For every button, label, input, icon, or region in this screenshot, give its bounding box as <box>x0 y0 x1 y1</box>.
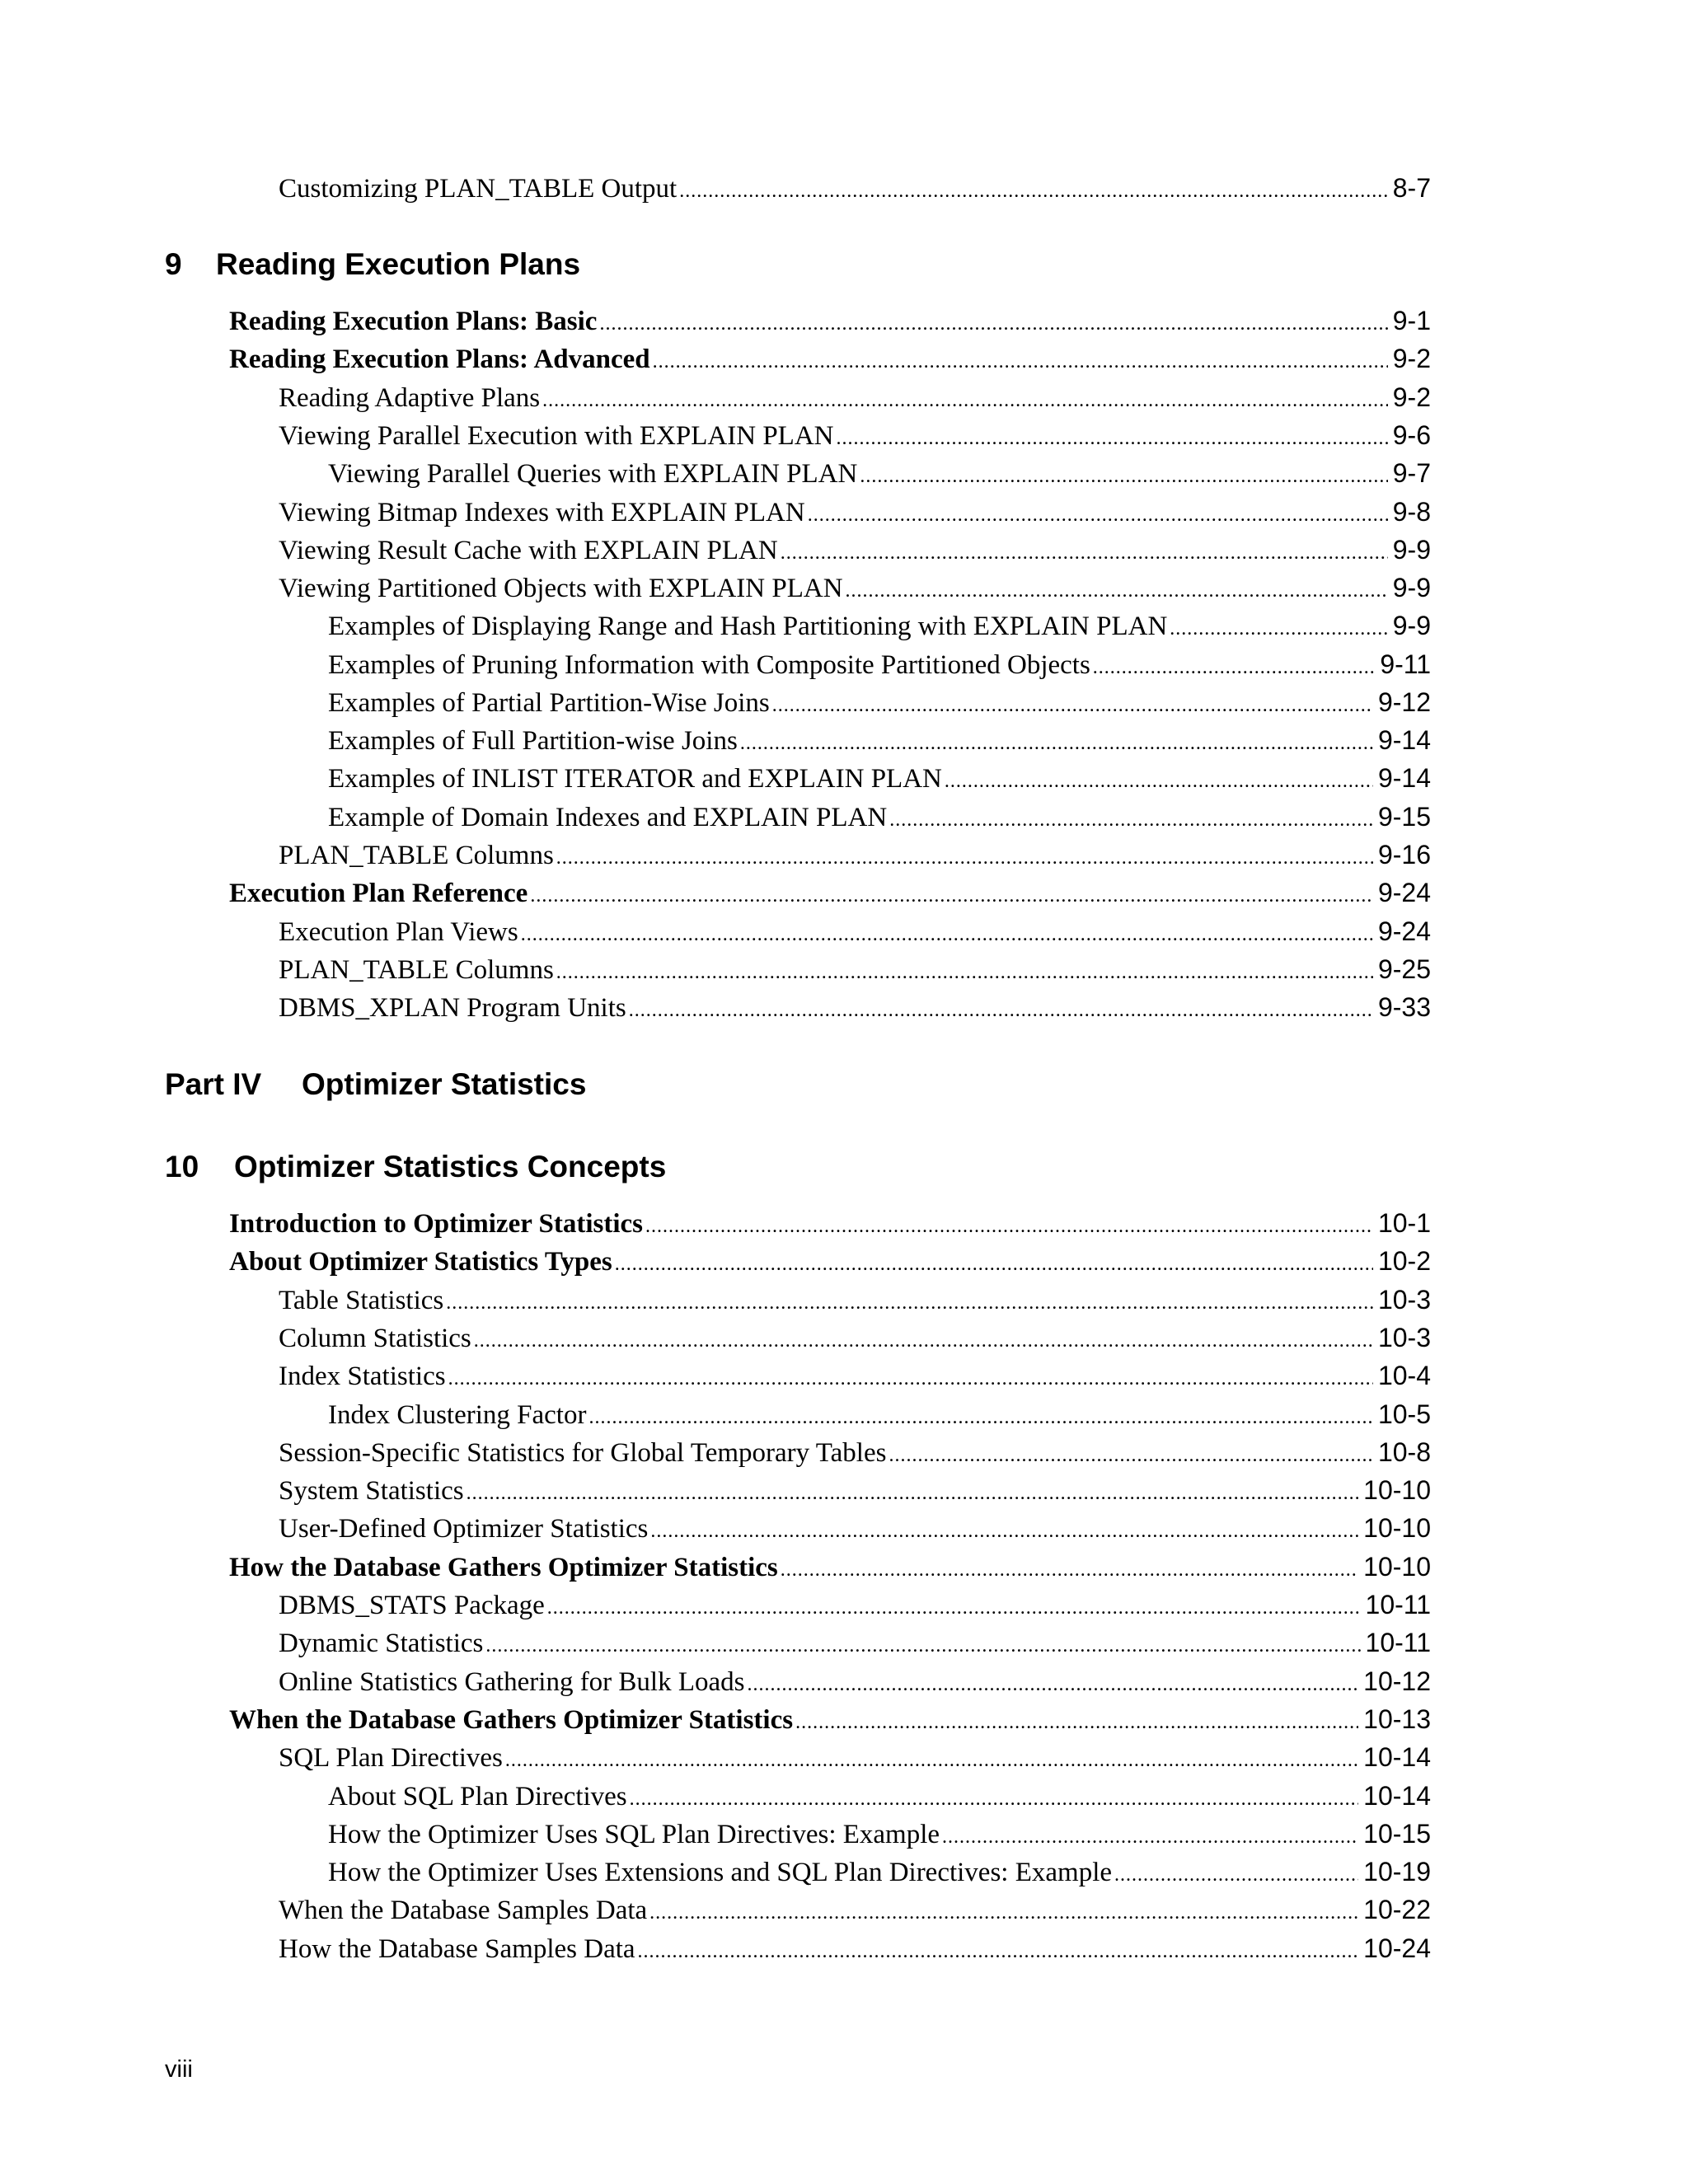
toc-leader-dots <box>629 992 1373 1029</box>
toc-entry-title: Execution Plan Views <box>279 917 518 947</box>
toc-entry[interactable] <box>279 532 1431 568</box>
toc-entry-title: Viewing Partitioned Objects with EXPLAIN PLAN <box>279 574 843 603</box>
toc-leader-dots <box>638 1933 1359 1970</box>
toc-entry[interactable] <box>328 455 1431 491</box>
toc-entry-title: SQL Plan Directives <box>279 1743 503 1773</box>
toc-entry[interactable] <box>279 1739 1431 1775</box>
toc-entry-title: Dynamic Statistics <box>279 1629 484 1658</box>
toc-leader-dots <box>547 1590 1361 1626</box>
chapter-number: 10 <box>165 1150 199 1183</box>
toc-entry[interactable] <box>328 1778 1431 1814</box>
toc-entry-title: How the Database Gathers Optimizer Statistics <box>229 1553 778 1582</box>
toc-entry-title: PLAN_TABLE Columns <box>279 841 554 870</box>
toc-entry-page: 9-2 <box>1392 344 1431 373</box>
toc-entry-page: 10-4 <box>1377 1361 1431 1390</box>
toc-entry-page: 9-9 <box>1392 611 1431 640</box>
toc-entry-page: 10-5 <box>1377 1399 1431 1429</box>
toc-entry-title: Index Clustering Factor <box>328 1400 587 1430</box>
toc-entry[interactable] <box>229 1701 1431 1737</box>
toc-entry[interactable] <box>279 1434 1431 1470</box>
toc-leader-dots <box>837 420 1388 457</box>
toc-entry[interactable] <box>229 1549 1431 1585</box>
toc-entry-page: 10-10 <box>1363 1513 1431 1543</box>
toc-leader-dots <box>446 1285 1373 1321</box>
toc-entry-page: 10-11 <box>1365 1628 1431 1657</box>
toc-entry-title: DBMS_STATS Package <box>279 1591 545 1620</box>
toc-leader-dots <box>505 1742 1358 1779</box>
toc-entry-page: 9-24 <box>1377 878 1431 907</box>
toc-entry[interactable] <box>279 1510 1431 1546</box>
toc-entry[interactable] <box>229 1243 1431 1279</box>
toc-entry-title: Column Statistics <box>279 1324 471 1353</box>
toc-entry-title: Reading Adaptive Plans <box>279 383 541 413</box>
toc-entry-page: 9-24 <box>1377 916 1431 946</box>
toc-entry[interactable] <box>279 1472 1431 1508</box>
toc-entry[interactable] <box>279 1624 1431 1661</box>
toc-entry[interactable] <box>279 1930 1431 1966</box>
toc-entry-title: Reading Execution Plans: Advanced <box>229 344 650 374</box>
toc-entry-page: 10-2 <box>1377 1246 1431 1276</box>
toc-entry-page: 9-14 <box>1377 763 1431 793</box>
toc-entry[interactable] <box>279 417 1431 453</box>
toc-entry-title: Viewing Parallel Execution with EXPLAIN PLAN <box>279 421 834 451</box>
toc-entry-title: When the Database Gathers Optimizer Statistics <box>229 1705 794 1735</box>
toc-entry-page: 10-24 <box>1363 1933 1431 1963</box>
toc-leader-dots <box>556 840 1373 876</box>
toc-entry-page: 9-11 <box>1380 649 1431 679</box>
toc-entry-page: 8-7 <box>1392 173 1431 203</box>
toc-entry-page: 9-2 <box>1392 382 1431 412</box>
toc-entry-page: 10-13 <box>1363 1704 1431 1734</box>
page-number: viii <box>165 2056 193 2083</box>
chapter-number: 9 <box>165 247 182 281</box>
toc-entry-title: Examples of INLIST ITERATOR and EXPLAIN PLAN <box>328 764 942 794</box>
toc-leader-dots <box>781 1552 1358 1588</box>
toc-entry-page: 9-15 <box>1377 802 1431 832</box>
toc-entry-title: Online Statistics Gathering for Bulk Loads <box>279 1667 745 1697</box>
toc-leader-dots <box>588 1399 1373 1436</box>
toc-entry[interactable] <box>328 1854 1431 1890</box>
toc-entry-page: 9-16 <box>1377 840 1431 869</box>
toc-entry[interactable] <box>279 1282 1431 1318</box>
toc-entry-page: 9-7 <box>1392 458 1431 488</box>
toc-entry[interactable] <box>229 302 1431 339</box>
toc-leader-dots <box>530 878 1373 914</box>
toc-leader-dots <box>521 916 1373 953</box>
toc-entry[interactable] <box>328 1816 1431 1852</box>
toc-entry-title: Examples of Pruning Information with Composite Partitioned Objects <box>328 650 1090 680</box>
toc-entry-title: PLAN_TABLE Columns <box>279 955 554 985</box>
toc-entry-page: 10-22 <box>1363 1895 1431 1924</box>
toc-entry-title: Viewing Bitmap Indexes with EXPLAIN PLAN <box>279 498 805 527</box>
toc-entry-title: How the Database Samples Data <box>279 1934 635 1964</box>
toc-leader-dots <box>808 497 1388 533</box>
toc-entry-title: Table Statistics <box>279 1286 444 1315</box>
toc-entry-page: 9-9 <box>1392 535 1431 565</box>
toc-entry-title: Reading Execution Plans: Basic <box>229 307 598 336</box>
toc-entry-title: Example of Domain Indexes and EXPLAIN PLAN <box>328 803 888 832</box>
toc-entry-title: Examples of Displaying Range and Hash Partitioning with EXPLAIN PLAN <box>328 612 1168 641</box>
toc-leader-dots <box>860 458 1387 494</box>
part-4-heading <box>165 1067 586 1102</box>
toc-entry-page: 10-11 <box>1365 1590 1431 1619</box>
toc-entry-title: System Statistics <box>279 1476 464 1506</box>
toc-entry-title: When the Database Samples Data <box>279 1896 648 1925</box>
toc-leader-dots <box>846 573 1388 609</box>
toc-entry-page: 10-10 <box>1363 1475 1431 1505</box>
toc-leader-dots <box>781 535 1388 571</box>
toc-entry[interactable] <box>328 646 1431 682</box>
toc-leader-dots <box>945 763 1373 799</box>
toc-entry[interactable] <box>229 340 1431 377</box>
toc-leader-dots <box>650 1513 1358 1549</box>
toc-leader-dots <box>653 344 1388 380</box>
toc-entry-page: 10-1 <box>1377 1208 1431 1238</box>
toc-entry-page: 9-1 <box>1392 306 1431 335</box>
toc-leader-dots <box>599 306 1387 342</box>
toc-leader-dots <box>1170 611 1387 647</box>
toc-leader-dots <box>467 1475 1359 1511</box>
toc-entry[interactable] <box>279 379 1431 415</box>
toc-entry-title: Viewing Result Cache with EXPLAIN PLAN <box>279 536 778 565</box>
toc-leader-dots <box>485 1628 1360 1664</box>
toc-entry[interactable] <box>229 1205 1431 1241</box>
toc-leader-dots <box>889 1437 1373 1474</box>
part-title: Optimizer Statistics <box>302 1067 587 1101</box>
toc-leader-dots <box>772 687 1373 724</box>
toc-leader-dots <box>556 954 1373 991</box>
toc-leader-dots <box>1114 1857 1358 1893</box>
toc-entry[interactable] <box>279 1663 1431 1699</box>
toc-entry-title: About Optimizer Statistics Types <box>229 1247 612 1277</box>
toc-entry-title: Examples of Full Partition-wise Joins <box>328 726 738 756</box>
toc-leader-dots <box>474 1323 1373 1359</box>
toc-entry[interactable] <box>279 1319 1431 1356</box>
toc-entry-page: 10-10 <box>1363 1552 1431 1582</box>
toc-entry-title: Session-Specific Statistics for Global Temporary Tables <box>279 1438 887 1468</box>
toc-entry[interactable] <box>229 874 1431 911</box>
toc-entry-page: 9-9 <box>1392 573 1431 602</box>
toc-entry[interactable] <box>279 1586 1431 1623</box>
toc-entry-page: 10-14 <box>1363 1742 1431 1772</box>
chapter-10-heading <box>165 1150 666 1184</box>
toc-leader-dots <box>679 173 1388 209</box>
toc-entry-title: Customizing PLAN_TABLE Output <box>279 174 678 204</box>
toc-entry-title: Examples of Partial Partition-Wise Joins <box>328 688 770 718</box>
toc-entry-page: 9-14 <box>1377 725 1431 755</box>
toc-entry[interactable] <box>279 170 1431 206</box>
toc-entry-page: 10-3 <box>1377 1323 1431 1352</box>
toc-entry[interactable] <box>279 1357 1431 1394</box>
toc-leader-dots <box>1093 649 1376 686</box>
toc-entry-page: 9-25 <box>1377 954 1431 984</box>
toc-leader-dots <box>542 382 1388 419</box>
toc-entry-page: 10-3 <box>1377 1285 1431 1315</box>
toc-leader-dots <box>645 1208 1373 1244</box>
toc-leader-dots <box>942 1819 1358 1855</box>
toc-leader-dots <box>795 1704 1358 1741</box>
chapter-title: Reading Execution Plans <box>216 247 581 281</box>
toc-entry-page: 9-6 <box>1392 420 1431 450</box>
toc-entry[interactable] <box>279 951 1431 987</box>
toc-entry[interactable] <box>328 799 1431 835</box>
toc-entry-page: 10-19 <box>1363 1857 1431 1886</box>
toc-entry[interactable] <box>328 722 1431 758</box>
toc-entry-page: 10-14 <box>1363 1781 1431 1811</box>
toc-leader-dots <box>615 1246 1373 1282</box>
toc-entry[interactable] <box>279 1891 1431 1928</box>
toc-leader-dots <box>740 725 1373 762</box>
toc-entry[interactable] <box>328 684 1431 720</box>
toc-entry[interactable] <box>279 569 1431 606</box>
toc-entry[interactable] <box>328 1396 1431 1432</box>
chapter-title: Optimizer Statistics Concepts <box>234 1150 667 1183</box>
toc-leader-dots <box>649 1895 1358 1931</box>
toc-leader-dots <box>748 1666 1359 1703</box>
toc-leader-dots <box>448 1361 1373 1397</box>
toc-entry-page: 10-15 <box>1363 1819 1431 1849</box>
toc-leader-dots <box>630 1781 1359 1817</box>
toc-entry-page: 9-33 <box>1377 992 1431 1022</box>
toc-entry[interactable] <box>279 913 1431 949</box>
toc-entry-title: Viewing Parallel Queries with EXPLAIN PLAN <box>328 459 858 489</box>
chapter-9-heading <box>165 247 580 282</box>
toc-leader-dots <box>889 802 1373 838</box>
toc-entry-title: User-Defined Optimizer Statistics <box>279 1514 649 1544</box>
toc-entry-title: How the Optimizer Uses Extensions and SQL Plan Directives: Example <box>328 1858 1113 1887</box>
toc-entry-page: 9-8 <box>1392 497 1431 527</box>
toc-entry-page: 10-8 <box>1377 1437 1431 1467</box>
toc-entry[interactable] <box>279 494 1431 530</box>
toc-entry-title: DBMS_XPLAN Program Units <box>279 993 626 1023</box>
toc-entry-title: How the Optimizer Uses SQL Plan Directives: Example <box>328 1820 940 1849</box>
toc-entry-title: Index Statistics <box>279 1361 446 1391</box>
toc-entry[interactable] <box>279 989 1431 1025</box>
toc-entry-title: Execution Plan Reference <box>229 879 528 908</box>
toc-entry-page: 10-12 <box>1363 1666 1431 1696</box>
toc-entry[interactable] <box>279 837 1431 873</box>
toc-entry[interactable] <box>328 760 1431 796</box>
part-number: Part IV <box>165 1067 262 1101</box>
toc-entry-title: About SQL Plan Directives <box>328 1782 627 1811</box>
toc-entry-title: Introduction to Optimizer Statistics <box>229 1209 644 1239</box>
toc-entry-page: 9-12 <box>1377 687 1431 717</box>
toc-entry[interactable] <box>328 607 1431 644</box>
